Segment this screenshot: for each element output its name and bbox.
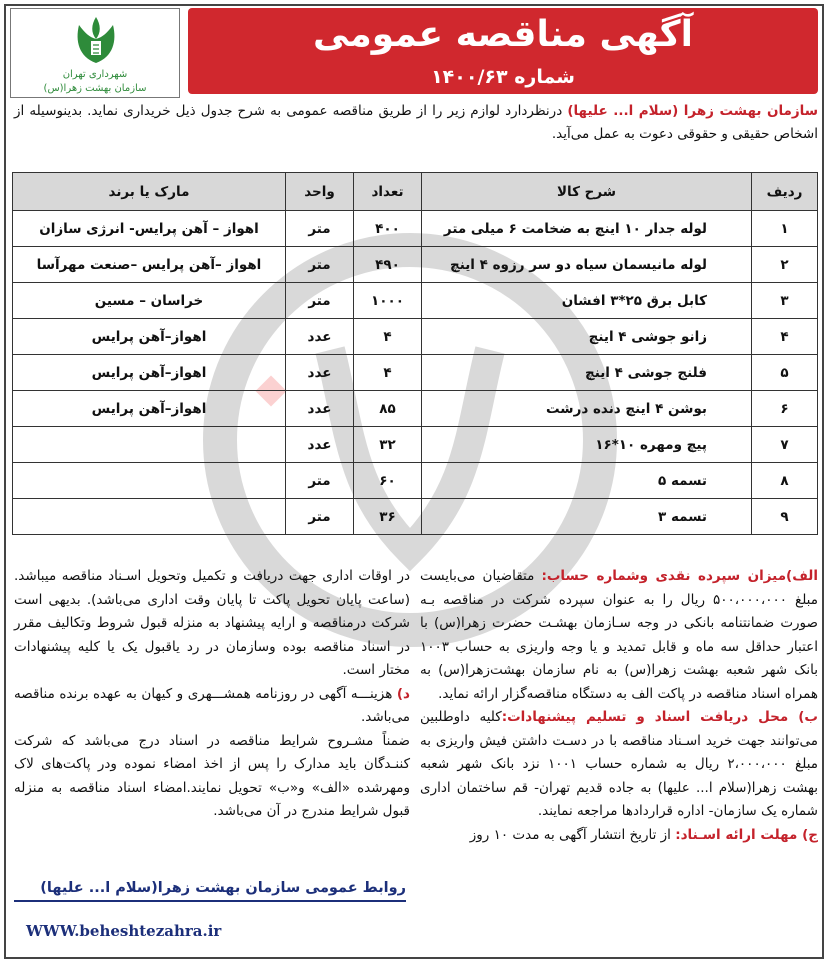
public-relations-signature: روابط عمومی سازمان بهشت زهرا(سلام ا... علیها) — [14, 880, 406, 902]
table-row — [13, 463, 818, 499]
intro-paragraph — [14, 100, 818, 146]
cell-brand: اهواز–آهن پرایس — [13, 391, 286, 427]
cell-quantity: ۱۰۰۰ — [354, 283, 422, 319]
cell-description: لوله مانیسمان سیاه دو سر رزوه ۴ اینچ — [422, 247, 752, 283]
section-b-text: کلیه داوطلبین می‌توانند جهت خرید اسـناد مناقصه با در دسـت داشتن فیش واریزی به مبلغ ۲،۰۰۰،۰۰۰ ریال به شماره حساب ۱۰۰۱ نزد بانک شهر شعبه بهشت زهرا(سلام ا... علیها) به جاده قدیم تهران- قم ساختمان اداری شماره یک سازمان- اداره قراردادها مراجعه نمایند. — [420, 709, 818, 819]
cell-brand: خراسان – مسین — [13, 283, 286, 319]
cell-description: تسمه ۵ — [422, 463, 752, 499]
cell-row-number: ۸ — [752, 463, 818, 499]
notice-title: آگهی مناقصه عمومی — [313, 14, 693, 55]
table-header-row — [13, 173, 818, 211]
cell-quantity: ۴ — [354, 319, 422, 355]
items-table — [12, 172, 818, 535]
cell-description: فلنج جوشی ۴ اینچ — [422, 355, 752, 391]
cell-description: کابل برق ۲۵*۳ افشان — [422, 283, 752, 319]
table-row — [13, 211, 818, 247]
cell-unit: عدد — [286, 391, 354, 427]
cell-description: بوشن ۴ اینچ دنده درشت — [422, 391, 752, 427]
cell-unit: متر — [286, 283, 354, 319]
cell-row-number: ۴ — [752, 319, 818, 355]
cell-row-number: ۹ — [752, 499, 818, 535]
cell-quantity: ۳۲ — [354, 427, 422, 463]
cell-row-number: ۶ — [752, 391, 818, 427]
cell-row-number: ۷ — [752, 427, 818, 463]
cell-unit: متر — [286, 211, 354, 247]
cell-brand — [13, 499, 286, 535]
cell-quantity: ۴۹۰ — [354, 247, 422, 283]
cell-unit: متر — [286, 463, 354, 499]
table-row — [13, 427, 818, 463]
col-header-quantity: تعداد — [354, 173, 422, 211]
section-a-text: متقاضیان می‌بایست مبلغ ۵۰۰،۰۰۰،۰۰۰ ریال را به عنوان سپرده شرکت در مناقصه بـه صورت ضمانتنامه بانکی در وجه سـازمان بهشـت حضرت زهرا(س) با اعتبار حداقل سه ماه و قابل تمدید و یا وجه واریزی به حساب ۱۰۰۳ بانک شهر شعبه بهشت زهرا(س) به نام سازمان بهشت‌زهرا(س) به همراه اسناد مناقصه در پاکت الف به دستگاه مناقصه‌گزار ارائه نماید. — [420, 568, 818, 702]
organization-logo — [10, 8, 180, 98]
cell-brand — [13, 427, 286, 463]
left-paragraph-2: ضمناً مشـروح شرایط مناقصه در اسناد درج می‌باشد که شرکت کننـدگان باید مدارک را پس از اخذ امضاء نموده ودر پاکت‌های لاک ومهرشده «الف» و«ب» تحویل نمایند.امضاء اسناد مناقصه به منزله قبول شرایط مندرج در آن می‌باشد. — [14, 732, 410, 819]
section-c-text: از تاریخ انتشار آگهی به مدت ۱۰ روز — [469, 826, 676, 843]
cell-description: پیچ ومهره ۱۰*۱۶ — [422, 427, 752, 463]
title-banner — [188, 8, 818, 94]
notice-number: شماره ۱۴۰۰/۶۳ — [431, 66, 575, 88]
tulip-logo-icon — [69, 13, 123, 67]
section-d-text: هزینـــه آگهی در روزنامه همشـــهری و کیهان به عهده برنده مناقصه می‌باشد. — [14, 685, 410, 725]
logo-line2: سازمان بهشت زهرا(س) — [43, 83, 147, 94]
cell-row-number: ۱ — [752, 211, 818, 247]
intro-text: درنظردارد لوازم زیر را از طریق مناقصه عمومی به شرح جدول ذیل خریداری نماید. بدینوسیله از اشخاص حقیقی و حقوقی دعوت به عمل می‌آید. — [14, 103, 818, 142]
table-row — [13, 355, 818, 391]
cell-unit: عدد — [286, 427, 354, 463]
cell-quantity: ۳۶ — [354, 499, 422, 535]
table-row — [13, 499, 818, 535]
cell-unit: عدد — [286, 355, 354, 391]
cell-description: زانو جوشی ۴ اینچ — [422, 319, 752, 355]
cell-quantity: ۶۰ — [354, 463, 422, 499]
cell-brand — [13, 463, 286, 499]
cell-quantity: ۴ — [354, 355, 422, 391]
right-column — [420, 565, 818, 847]
section-a-heading: الف)میزان سپرده نقدی وشماره حساب: — [541, 568, 818, 584]
table-row — [13, 391, 818, 427]
col-header-description: شرح کالا — [422, 173, 752, 211]
table-row — [13, 247, 818, 283]
section-b-heading: ب) محل دریافت اسناد و تسلیم پیشنهادات: — [501, 709, 818, 725]
col-header-brand: مارک یا برند — [13, 173, 286, 211]
table-row — [13, 283, 818, 319]
website-link[interactable]: WWW.beheshtezahra.ir — [26, 922, 222, 940]
cell-brand: اهواز–آهن پرایس — [13, 355, 286, 391]
section-d-heading: د) — [396, 685, 410, 702]
col-header-unit: واحد — [286, 173, 354, 211]
left-paragraph-1: در اوقات اداری جهت دریافت و تکمیل وتحویل اسـناد مناقصه میباشد.(ساعت پایان تحویل پاکت تا پایان وقت اداری می‌باشد). بدیهی است شرکت درمناقصه و ارایه پیشنهاد به منزله قبول شروط وتکالیف مقرر در اسناد مناقصه بوده وسازمان در رد یاقبول یک یا کلیه پیشنهادات مختار است. — [14, 568, 410, 678]
cell-description: لوله جدار ۱۰ اینچ به ضخامت ۶ میلی متر — [422, 211, 752, 247]
col-header-row-number: ردیف — [752, 173, 818, 211]
table-row — [13, 319, 818, 355]
intro-org-name: سازمان بهشت زهرا (سلام ا... علیها) — [567, 103, 819, 119]
cell-unit: متر — [286, 499, 354, 535]
cell-unit: عدد — [286, 319, 354, 355]
cell-brand: اهواز –آهن پرایس –صنعت مهرآسا — [13, 247, 286, 283]
cell-brand: اهواز–آهن پرایس — [13, 319, 286, 355]
cell-quantity: ۸۵ — [354, 391, 422, 427]
section-c-heading: ج) مهلت ارائه اسـناد: — [675, 826, 818, 843]
cell-unit: متر — [286, 247, 354, 283]
cell-row-number: ۳ — [752, 283, 818, 319]
cell-row-number: ۲ — [752, 247, 818, 283]
cell-quantity: ۴۰۰ — [354, 211, 422, 247]
cell-description: تسمه ۳ — [422, 499, 752, 535]
logo-line1: شهرداری تهران — [62, 69, 128, 80]
cell-row-number: ۵ — [752, 355, 818, 391]
cell-brand: اهواز – آهن پرایس- انرژی سازان — [13, 211, 286, 247]
left-column — [14, 565, 410, 824]
